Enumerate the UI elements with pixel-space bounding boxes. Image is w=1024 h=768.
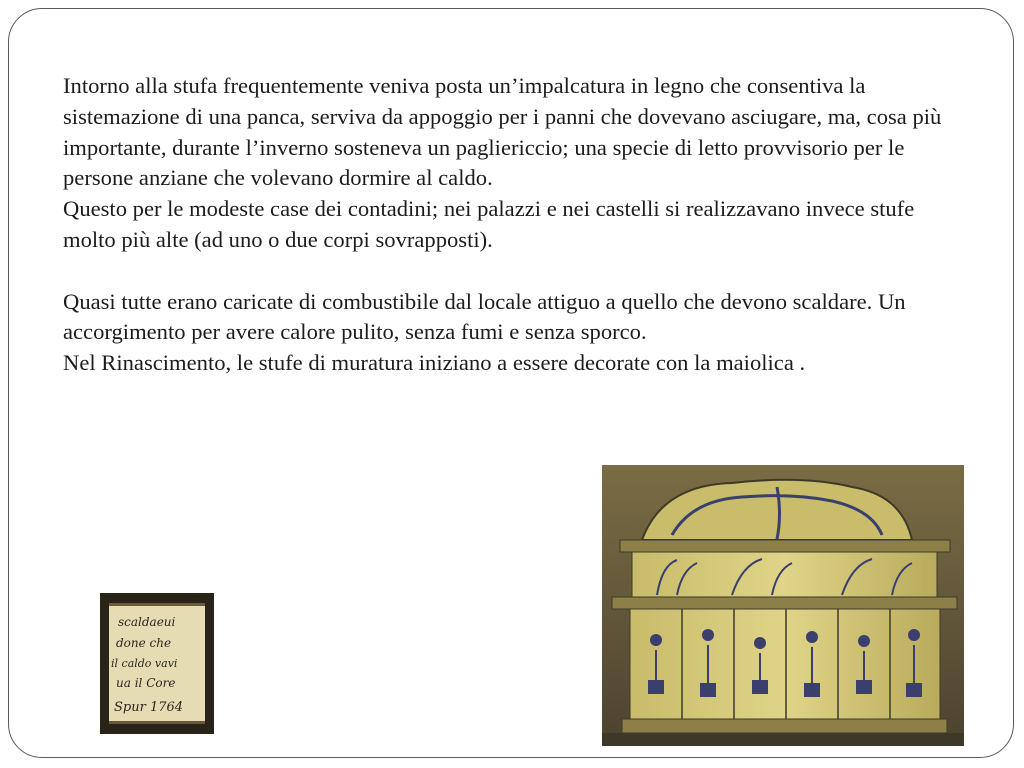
- paragraph-gap: [63, 256, 963, 287]
- tile-line-1: scaldaeui: [118, 615, 176, 629]
- tile-line-4: ua il Core: [116, 676, 176, 690]
- paragraph-rinascimento: Nel Rinascimento, le stufe di muratura iniziano a essere decorate con la maiolica .: [63, 350, 806, 376]
- paragraph-pagliericcio: Intorno alla stufa frequentemente veniva posta un’impalcatura in legno che consentiva la sistemazione di una panca, serviva da appoggio per i panni che dovevano asciugare, ma, cosa più importante, durante l’inverno sosteneva un pagliericcio; una specie di letto provvisorio per le persone anziane che volevano dormire al caldo.: [63, 73, 942, 191]
- paragraph-case-contadini: Questo per le modeste case dei contadini; nei palazzi e nei castelli si realizzavano invece stufe molto più alte (ad uno o due corpi sovrapposti).: [63, 196, 915, 252]
- inscription-tile-svg: [100, 593, 214, 734]
- tile-line-3: il caldo vavi: [111, 657, 178, 670]
- tile-line-5: Spur 1764: [114, 700, 184, 715]
- tile-line-2: done che: [116, 636, 172, 650]
- majolica-stove-photo: [602, 465, 964, 746]
- stove-illustration-svg: [602, 465, 964, 746]
- body-text: [63, 71, 963, 379]
- paragraph-combustibile: Quasi tutte erano caricate di combustibile dal locale attiguo a quello che devono scaldare. Un accorgimento per avere calore pulito, senza fumi e senza sporco.: [63, 288, 906, 345]
- inscription-tile-image: [100, 593, 214, 734]
